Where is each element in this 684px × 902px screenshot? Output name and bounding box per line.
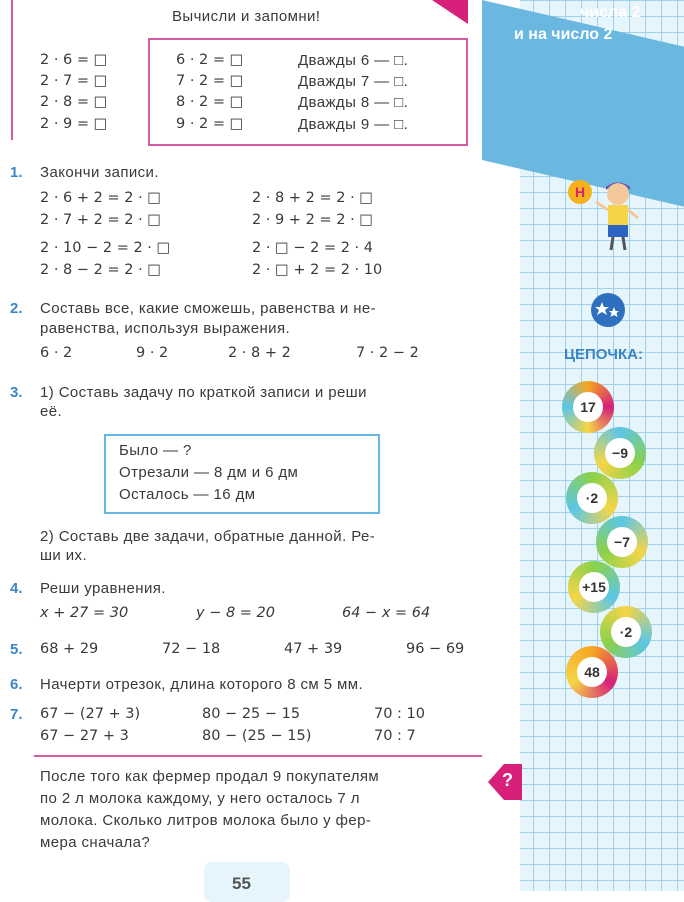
- chain-ring-4: [568, 561, 620, 613]
- task7-number: 7.: [10, 706, 23, 723]
- puzzle-separator: [34, 755, 482, 757]
- chain-ring-1: [594, 427, 646, 479]
- task4-eq-0: x + 27 = 30: [40, 605, 129, 621]
- stars-icon: [590, 292, 626, 328]
- task1-left-1: 2 · 7 + 2 = 2 · □: [40, 212, 161, 228]
- puzzle-line-2: молока. Сколько литров молока было у фер-: [40, 812, 372, 829]
- puzzle-line-0: После того как фермер продал 9 покупателям: [40, 768, 380, 785]
- chain-ring-2: [566, 472, 618, 524]
- task1-left-0: 2 · 6 + 2 = 2 · □: [40, 190, 161, 206]
- chain-value-1: −9: [605, 438, 635, 468]
- puzzle-line-1: по 2 л молока каждому, у него осталось 7 л: [40, 790, 360, 807]
- task7-r1-2: 70 : 10: [374, 706, 426, 722]
- task7-r1-0: 67 − (27 + 3): [40, 706, 141, 722]
- memo-col1-1: 2 · 7 = □: [40, 73, 108, 89]
- task2-expr-1: 9 · 2: [136, 345, 169, 361]
- topic-line-1: числа 2: [580, 4, 641, 21]
- chain-value-5: ·2: [611, 617, 641, 647]
- task2-expr-0: 6 · 2: [40, 345, 73, 361]
- task3-part2-line1: 2) Составь две задачи, обратные данной. Ре-: [40, 528, 376, 545]
- task5-number: 5.: [10, 641, 23, 658]
- margin-line: [11, 0, 13, 140]
- task1-right-1: 2 · 9 + 2 = 2 · □: [252, 212, 373, 228]
- task3-number: 3.: [10, 384, 23, 401]
- record-line-1: Отрезали — 8 дм и 6 дм: [119, 464, 299, 481]
- page-title: Вычисли и запомни!: [172, 8, 321, 25]
- chain-ring-6: [566, 646, 618, 698]
- task1-number: 1.: [10, 164, 23, 181]
- task5-expr-2: 47 + 39: [284, 641, 343, 657]
- task7-r2-0: 67 − 27 + 3: [40, 728, 129, 744]
- task4-eq-2: 64 − x = 64: [342, 605, 431, 621]
- badge-label: Н: [574, 184, 586, 200]
- task1-left-2: 2 · 10 − 2 = 2 · □: [40, 240, 171, 256]
- task2-line1: Составь все, какие сможешь, равенства и не-: [40, 300, 377, 317]
- memo-col2-0: 6 · 2 = □: [176, 52, 244, 68]
- task1-right-2: 2 · □ − 2 = 2 · 4: [252, 240, 373, 256]
- task6-number: 6.: [10, 676, 23, 693]
- badge-icon: [568, 180, 592, 204]
- corner-triangle-icon: [432, 0, 468, 24]
- record-line-0: Было — ?: [119, 442, 192, 459]
- question-mark: ?: [502, 770, 513, 790]
- task2-expr-2: 2 · 8 + 2: [228, 345, 291, 361]
- topic-line-2: и на число 2: [514, 26, 613, 43]
- task2-line2: равенства, используя выражения.: [40, 320, 291, 337]
- task1-title: Закончи записи.: [40, 164, 159, 181]
- memo-col1-3: 2 · 9 = □: [40, 116, 108, 132]
- task3-line2: её.: [40, 403, 63, 420]
- task7-r2-2: 70 : 7: [374, 728, 416, 744]
- task1-right-3: 2 · □ + 2 = 2 · 10: [252, 262, 383, 278]
- memo-col3-1: Дважды 7 — □.: [298, 73, 409, 90]
- page-number: 55: [232, 874, 251, 893]
- record-line-2: Осталось — 16 дм: [119, 486, 256, 503]
- memo-col3-0: Дважды 6 — □.: [298, 52, 409, 69]
- task7-r2-1: 80 − (25 − 15): [202, 728, 312, 744]
- chain-value-0: 17: [573, 392, 603, 422]
- task7-r1-1: 80 − 25 − 15: [202, 706, 301, 722]
- memo-col2-1: 7 · 2 = □: [176, 73, 244, 89]
- task4-eq-1: y − 8 = 20: [196, 605, 275, 621]
- task2-number: 2.: [10, 300, 23, 317]
- memo-col1-0: 2 · 6 = □: [40, 52, 108, 68]
- chain-ring-3: [596, 516, 648, 568]
- task3-line1: 1) Составь задачу по краткой записи и реши: [40, 384, 367, 401]
- task5-expr-3: 96 − 69: [406, 641, 465, 657]
- memo-col3-3: Дважды 9 — □.: [298, 116, 409, 133]
- task4-number: 4.: [10, 580, 23, 597]
- memo-col2-2: 8 · 2 = □: [176, 94, 244, 110]
- chain-ring-0: [562, 381, 614, 433]
- memo-col1-2: 2 · 8 = □: [40, 94, 108, 110]
- task2-expr-3: 7 · 2 − 2: [356, 345, 419, 361]
- puzzle-line-3: мера сначала?: [40, 834, 151, 851]
- chain-ring-5: [600, 606, 652, 658]
- task5-expr-0: 68 + 29: [40, 641, 99, 657]
- chain-value-4: +15: [579, 572, 609, 602]
- task1-right-0: 2 · 8 + 2 = 2 · □: [252, 190, 373, 206]
- memo-col2-3: 9 · 2 = □: [176, 116, 244, 132]
- chain-value-3: −7: [607, 527, 637, 557]
- task6-text: Начерти отрезок, длина которого 8 см 5 мм.: [40, 676, 364, 693]
- task5-expr-1: 72 − 18: [162, 641, 221, 657]
- chain-title: ЦЕПОЧКА:: [564, 346, 643, 363]
- task4-title: Реши уравнения.: [40, 580, 166, 597]
- chain-value-6: 48: [577, 657, 607, 687]
- task3-part2-line2: ши их.: [40, 547, 88, 564]
- schoolboy-icon: [590, 178, 644, 254]
- chain-value-2: ·2: [577, 483, 607, 513]
- memo-col3-2: Дважды 8 — □.: [298, 94, 409, 111]
- task1-left-3: 2 · 8 − 2 = 2 · □: [40, 262, 161, 278]
